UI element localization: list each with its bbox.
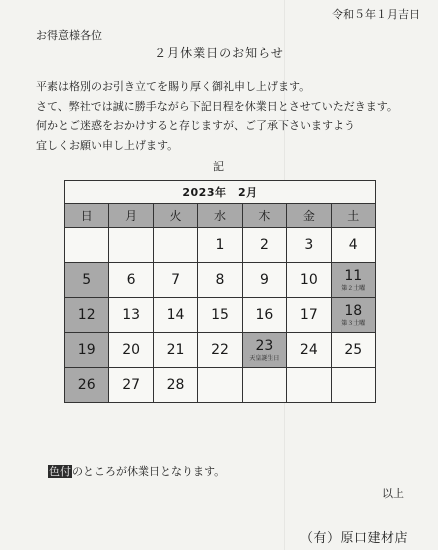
calendar-week-row: [65, 228, 376, 263]
day-note: 第３土曜: [341, 319, 366, 327]
calendar-day: [198, 228, 242, 263]
calendar-day-holiday: [331, 263, 375, 298]
legend-text: のところが休業日となります。: [72, 465, 226, 478]
calendar-week-row: [65, 368, 376, 403]
calendar-day: [242, 263, 286, 298]
calendar-table: [64, 180, 376, 403]
calendar-day-holiday: [65, 333, 109, 368]
calendar-day-holiday: [65, 368, 109, 403]
day-number: 7: [171, 272, 181, 288]
weekday-header: 木: [242, 204, 286, 228]
calendar-week-row: [65, 333, 376, 368]
day-number: 20: [122, 342, 141, 358]
day-note: 天皇誕生日: [249, 354, 280, 362]
day-number: 3: [304, 237, 314, 253]
weekday-header-row: [65, 204, 376, 228]
holiday-swatch: 色付: [49, 465, 71, 478]
calendar-day: [331, 228, 375, 263]
calendar-week-row: [65, 263, 376, 298]
body-line: さて、弊社では誠に勝手ながら下記日程を休業日とさせていただきます。: [36, 99, 398, 113]
day-number: 25: [344, 342, 363, 358]
weekday-header: 月: [109, 204, 153, 228]
day-number: 22: [211, 342, 229, 358]
weekday-header: 水: [198, 204, 242, 228]
day-number: 18: [344, 302, 363, 319]
day-number: 19: [77, 342, 96, 358]
day-number: 24: [299, 342, 318, 358]
body-line: 平素は格別のお引き立てを賜り厚く御礼申し上げます。: [36, 80, 311, 93]
calendar-day: [109, 263, 153, 298]
day-number: 9: [259, 272, 269, 288]
day-number: 1: [215, 237, 225, 253]
calendar-day: [242, 298, 286, 333]
calendar-day: [287, 298, 331, 333]
day-number: 28: [166, 377, 185, 393]
calendar-week-row: [65, 298, 376, 333]
calendar-day-empty: [287, 368, 331, 403]
issue-date: 令和５年１月吉日: [332, 8, 420, 21]
calendar-day: [331, 333, 375, 368]
weekday-header: 日: [65, 204, 109, 228]
closing-mark: 以上: [382, 487, 404, 500]
calendar-day: [109, 333, 153, 368]
day-number: 13: [122, 307, 141, 323]
calendar-day-empty: [153, 228, 197, 263]
day-number: 4: [348, 237, 358, 253]
calendar-day-holiday: [242, 333, 286, 368]
day-number: 15: [211, 307, 229, 323]
body-paragraph: [36, 77, 398, 155]
day-number: 8: [215, 272, 225, 288]
ki-mark: 記: [213, 160, 224, 173]
calendar-day-holiday: [331, 298, 375, 333]
calendar-day: [198, 298, 242, 333]
weekday-header: 金: [287, 204, 331, 228]
calendar-day: [153, 263, 197, 298]
day-number: 16: [255, 307, 274, 323]
recipient-line: お得意様各位: [36, 29, 102, 42]
day-number: 12: [77, 307, 96, 323]
day-number: 6: [126, 272, 136, 288]
page-title: ２月休業日のお知らせ: [154, 46, 284, 60]
day-note: 第２土曜: [341, 284, 366, 292]
calendar-day-empty: [242, 368, 286, 403]
calendar-day-holiday: [65, 263, 109, 298]
calendar-day: [153, 368, 197, 403]
calendar-day: [198, 263, 242, 298]
day-number: 11: [344, 267, 363, 284]
calendar-day: [153, 333, 197, 368]
day-number: 17: [299, 307, 318, 323]
body-line: 何かとご迷惑をおかけすると存じますが、ご了承下さいますよう: [36, 119, 355, 132]
body-line: 宜しくお願い申し上げます。: [36, 138, 179, 152]
day-number: 2: [259, 237, 269, 253]
calendar-day: [287, 228, 331, 263]
day-number: 14: [166, 307, 185, 323]
calendar-day: [109, 368, 153, 403]
calendar-day: [242, 228, 286, 263]
weekday-header: 火: [153, 204, 197, 228]
holiday-legend: [48, 463, 225, 479]
company-name: （有）原口建材店: [299, 531, 408, 546]
calendar-day: [287, 263, 331, 298]
calendar-day: [109, 298, 153, 333]
calendar-title: 2023年 2月: [65, 181, 376, 204]
calendar-day-empty: [198, 368, 242, 403]
calendar-day-holiday: [65, 298, 109, 333]
day-number: 5: [82, 272, 92, 288]
day-number: 23: [255, 337, 274, 354]
day-number: 21: [166, 342, 185, 358]
calendar-body: [65, 228, 376, 403]
day-number: 10: [299, 272, 318, 288]
calendar-day-empty: [331, 368, 375, 403]
calendar-day-empty: [65, 228, 109, 263]
calendar-day-empty: [109, 228, 153, 263]
weekday-header: 土: [331, 204, 375, 228]
calendar-day: [198, 333, 242, 368]
day-number: 27: [122, 377, 141, 393]
calendar-day: [153, 298, 197, 333]
day-number: 26: [77, 377, 96, 393]
calendar-day: [287, 333, 331, 368]
